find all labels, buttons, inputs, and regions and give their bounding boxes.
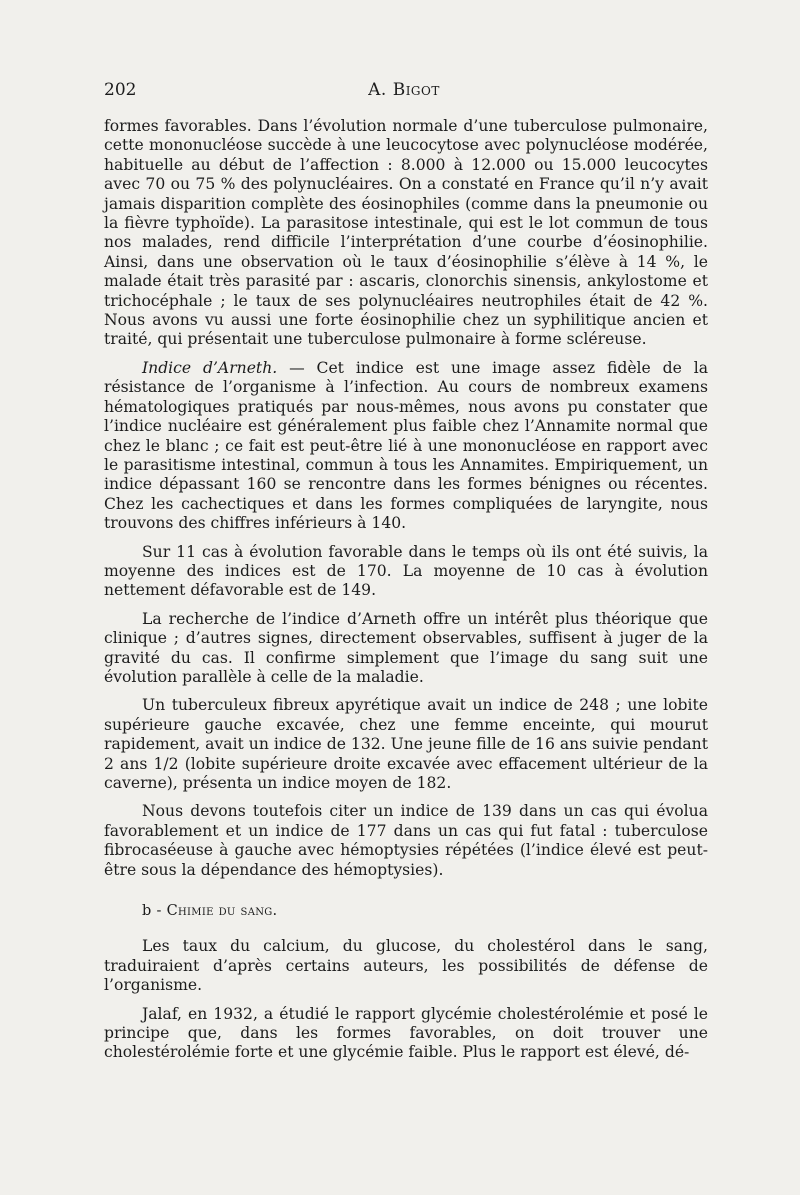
body-text [104,117,708,1072]
paragraph-1 [104,117,708,350]
paragraph-7-text: Les taux du calcium, du glucose, du cholestérol dans le sang, traduiraient d’après certains auteurs, les possibilités de défense de l’organisme. [104,937,708,995]
paragraph-8-text: Jalaf, en 1932, a étudié le rapport glycémie cholestérolémie et posé le principe que, dans les formes favorables, on doit trouver une cholestérolémie forte et une glycémie faible. Plus le rapport est élevé, dé- [104,1004,708,1062]
author-surname: Bigot [392,80,440,100]
paragraph-6 [104,802,708,880]
author-initial: A. [368,80,387,100]
paragraph-6-text: Nous devons toutefois citer un indice de 139 dans un cas qui évolua favorablement et un indice de 177 dans un cas qui fut fatal : tuberculose fibrocaséeuse à gauche avec hémoptysies répétées (l’indice élevé est peut-être sous la dépendance des hémoptysies). [104,802,708,879]
paragraph-5 [104,696,708,793]
arneth-run-in-heading: Indice d’Arneth. [142,358,278,377]
paragraph-8 [104,1005,708,1063]
paragraph-arneth [104,359,708,534]
section-title: Chimie du sang. [166,903,278,920]
paragraph-4 [104,610,708,688]
paragraph-7 [104,937,708,995]
paragraph-1-text: formes favorables. Dans l’évolution normale d’une tuberculose pulmonaire, cette mononucléose succède à une leucocytose avec polynucléose modérée, habituelle au début de l’affection : 8.000 à 12.000 ou 15.000 leucocytes avec 70 ou 75 % des polynucléaires. On a constaté en France qu’il n’y avait jamais disparition complète des éosinophiles (comme dans la pneumonie ou la fièvre typhoïde). La parasitose intestinale, qui est le lot commun de tous nos malades, rend difficile l’interprétation d’une courbe d’éosinophilie. Ainsi, dans une observation où le taux d’éosinophilie s’élève à 14 %, le malade était très parasité par : ascaris, clonorchis sinensis, ankylostome et trichocéphale ; le taux de ses polynucléaires neutrophiles était de 42 %. Nous avons vu aussi une forte éosinophilie chez un syphilitique ancien et traité, qui présentait une tuberculose pulmonaire à forme scléreuse. [104,117,708,349]
paragraph-4-text: La recherche de l’indice d’Arneth offre un intérêt plus théorique que clinique ; d’autres signes, directement observables, suffisent à juger de la gravité du cas. Il confirme simplement que l’image du sang suit une évolution parallèle à celle de la maladie. [104,609,708,686]
section-heading [142,902,708,921]
running-head [104,80,704,100]
page-number: 202 [104,80,137,100]
paragraph-3 [104,543,708,601]
paragraph-5-text: Un tuberculeux fibreux apyrétique avait un indice de 248 ; une lobite supérieure gauche excavée, chez une femme enceinte, qui mourut rapidement, avait un indice de 132. Une jeune fille de 16 ans suivie pendant 2 ans 1/2 (lobite supérieure droite excavée avec effacement ultérieur de la caverne), présenta un indice moyen de 182. [104,696,708,792]
paragraph-3-text: Sur 11 cas à évolution favorable dans le temps où ils ont été suivis, la moyenne des indices est de 170. La moyenne de 10 cas à évolution nettement défavorable est de 149. [104,542,708,600]
paragraph-arneth-text: — Cet indice est une image assez fidèle de la résistance de l’organisme à l’infection. Au cours de nombreux examens hématologiques pratiqués par nous-mêmes, nous avons pu constater que l’indice nucléaire est généralement plus faible chez l’Annamite normal que chez le blanc ; ce fait est peut-être lié à une mononucléose en rapport avec le parasitisme intestinal, commun à tous les Annamites. Empiriquement, un indice dépassant 160 se rencontre dans les formes bénignes ou récentes. Chez les cachectiques et dans les formes compliquées de laryngite, nous trouvons des chiffres inférieurs à 140. [104,358,708,533]
page-header [104,80,704,104]
section-letter: b - [142,903,162,920]
